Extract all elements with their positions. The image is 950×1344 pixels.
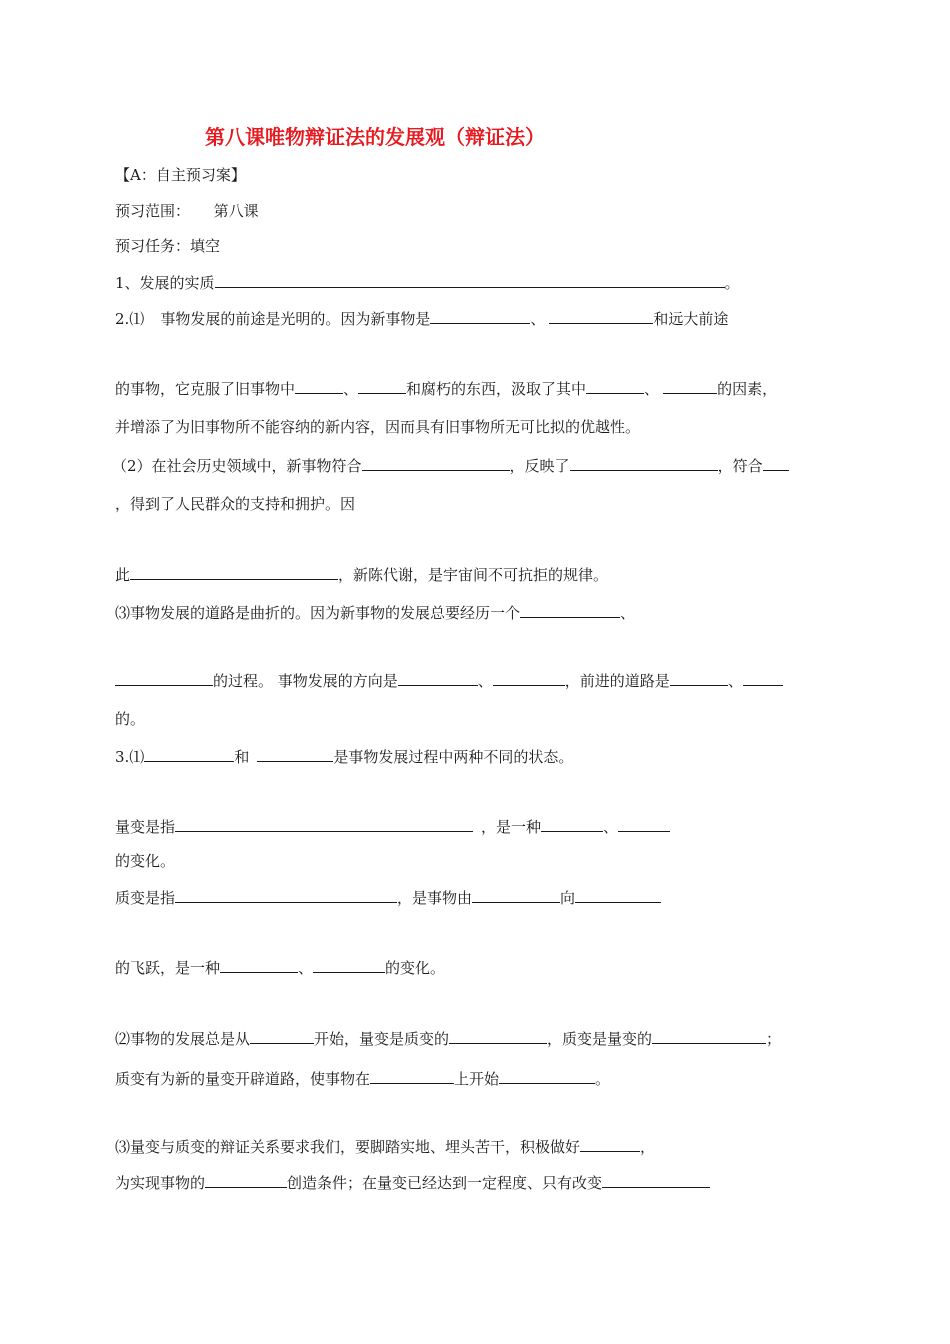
question-3-1-line-4 (115, 887, 661, 908)
q3-3-b-end: 创造条件；在量变已经达到一定程度、只有改变 (287, 1174, 603, 1192)
q3-2-mid2: ，质变是量变的 (547, 1030, 653, 1048)
q2-1-b-end: 的因素， (717, 380, 778, 398)
blank-field[interactable] (618, 816, 670, 832)
blank-field[interactable] (295, 378, 343, 394)
blank-field[interactable] (398, 670, 478, 686)
blank-field[interactable] (205, 1172, 287, 1188)
q2-2-text: （2）在社会历史领域中，新事物符合 (112, 457, 362, 475)
question-2-3-line-2 (115, 670, 783, 691)
q3-2-text: ⑵事物的发展总是从 (115, 1030, 251, 1048)
q2-1-text: 事物发展的前途是光明的。因为新事物是 (160, 310, 431, 328)
question-3-1-line-1 (115, 746, 573, 767)
question-2-1-line-2 (115, 378, 777, 399)
q3-3-b-pre: 为实现事物的 (115, 1174, 206, 1192)
preview-scope (115, 201, 259, 221)
blank-field[interactable] (652, 1028, 766, 1044)
q3-3-end: ， (640, 1138, 656, 1156)
separator: 、 (603, 818, 619, 836)
separator: 、 (477, 672, 493, 690)
blank-field[interactable] (663, 378, 717, 394)
blank-field[interactable] (220, 957, 298, 973)
q3-1-number: 3.⑴ (115, 748, 145, 766)
blank-field[interactable] (215, 272, 725, 288)
question-3-2-line-2 (115, 1068, 610, 1089)
question-1 (115, 272, 740, 293)
question-3-1-line-3: 的变化。 (115, 852, 176, 870)
question-3-3-line-1 (115, 1136, 655, 1157)
blank-field[interactable] (257, 746, 333, 762)
blank-field[interactable] (602, 1172, 710, 1188)
q2-3-b-mid2: ，前进的道路是 (564, 672, 670, 690)
q3-2-end: ； (766, 1030, 782, 1048)
question-3-1-line-5 (115, 957, 445, 978)
q2-3-text: ⑶事物发展的道路是曲折的。因为新事物的发展总要经历一个 (115, 604, 521, 622)
q2-2-mid1: ，反映了 (509, 457, 570, 475)
separator: 、 (343, 380, 359, 398)
q3-1-mid: 和 (234, 748, 250, 766)
q1-text: 1、发展的实质 (115, 274, 215, 292)
blank-field[interactable] (763, 455, 789, 471)
blank-field[interactable] (358, 378, 406, 394)
question-2-2-line-3 (115, 564, 608, 585)
page-title: 第八课唯物辩证法的发展观（辩证法） (205, 125, 545, 149)
preview-task: 预习任务：填空 (115, 237, 221, 255)
blank-field[interactable] (493, 670, 565, 686)
q3-2-b-mid: 上开始 (454, 1070, 500, 1088)
blank-field[interactable] (362, 455, 510, 471)
q3-1-e-pre: 的飞跃，是一种 (115, 959, 221, 977)
blank-field[interactable] (520, 602, 620, 618)
question-3-3-line-2 (115, 1172, 710, 1193)
q3-2-b-end: 。 (595, 1070, 611, 1088)
blank-field[interactable] (430, 308, 530, 324)
question-2-3-line-3: 的。 (115, 710, 146, 728)
blank-field[interactable] (541, 816, 603, 832)
blank-field[interactable] (580, 1136, 640, 1152)
q2-1-end: 和远大前途 (653, 310, 729, 328)
q2-3-b-mid1: 的过程。 事物发展的方向是 (213, 672, 398, 690)
q2-1-b-text: 的事物，它克服了旧事物中 (115, 380, 296, 398)
blank-field[interactable] (549, 308, 653, 324)
blank-field[interactable] (499, 1068, 595, 1084)
q2-1-number: 2.⑴ (115, 310, 145, 328)
q3-1-d-mid1: ，是事物由 (397, 889, 473, 907)
question-2-3-line-1 (115, 602, 635, 623)
question-2-1-line-3: 并增添了为旧事物所不能容纳的新内容，因而具有旧事物所无可比拟的优越性。 (115, 418, 641, 436)
blank-field[interactable] (313, 957, 385, 973)
blank-field[interactable] (175, 816, 473, 832)
q1-end: 。 (724, 274, 740, 292)
question-3-2-line-1 (115, 1028, 781, 1049)
blank-field[interactable] (570, 455, 718, 471)
separator: 、 (644, 380, 660, 398)
separator: 、 (530, 310, 546, 328)
section-header: 【A：自主预习案】 (115, 166, 246, 184)
blank-field[interactable] (144, 746, 234, 762)
scope-value: 第八课 (213, 202, 259, 220)
q3-1-d-pre: 质变是指 (115, 889, 176, 907)
scope-label: 预习范围： (115, 202, 191, 220)
q2-1-b-mid: 和腐朽的东西，汲取了其中 (406, 380, 587, 398)
blank-field[interactable] (250, 1028, 314, 1044)
q3-2-b-pre: 质变有为新的量变开辟道路，使事物在 (115, 1070, 371, 1088)
q3-1-b-pre: 量变是指 (115, 818, 176, 836)
q3-1-e-end: 的变化。 (385, 959, 446, 977)
question-2-2-line-2: ，得到了人民群众的支持和拥护。因 (115, 495, 356, 513)
blank-field[interactable] (743, 670, 783, 686)
question-2-1-line-1 (115, 308, 728, 329)
q3-1-d-mid2: 向 (560, 889, 576, 907)
separator: 、 (298, 959, 314, 977)
question-3-1-line-2 (115, 816, 670, 837)
blank-field[interactable] (449, 1028, 547, 1044)
q2-2-mid2: ，符合 (717, 457, 763, 475)
blank-field[interactable] (575, 887, 661, 903)
q3-3-text: ⑶量变与质变的辩证关系要求我们，要脚踏实地、埋头苦干，积极做好 (115, 1138, 581, 1156)
blank-field[interactable] (370, 1068, 454, 1084)
q2-2-c-pre: 此 (115, 566, 131, 584)
blank-field[interactable] (175, 887, 397, 903)
blank-field[interactable] (586, 378, 644, 394)
q3-1-end: 是事物发展过程中两种不同的状态。 (333, 748, 574, 766)
q3-2-mid1: 开始，量变是质变的 (314, 1030, 450, 1048)
blank-field[interactable] (130, 564, 338, 580)
question-2-2-line-1 (112, 455, 789, 476)
q3-1-b-mid: ，是一种 (481, 818, 542, 836)
blank-field[interactable] (670, 670, 728, 686)
q2-2-c-end: ，新陈代谢，是宇宙间不可抗拒的规律。 (338, 566, 609, 584)
blank-field[interactable] (472, 887, 560, 903)
separator: 、 (620, 604, 636, 622)
blank-field[interactable] (115, 670, 213, 686)
separator: 、 (727, 672, 743, 690)
